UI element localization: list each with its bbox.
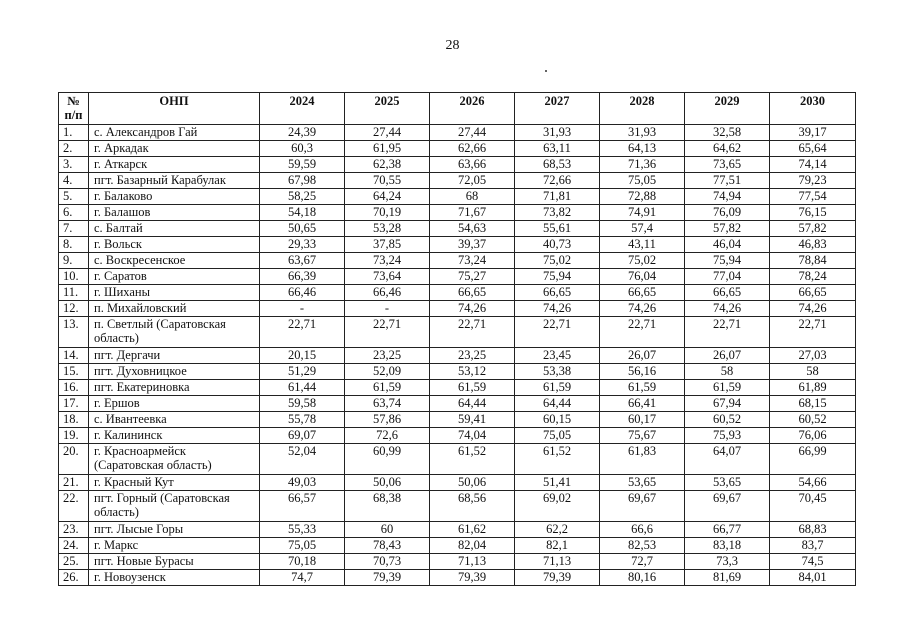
- settlement-name: г. Балашов: [89, 205, 260, 221]
- header-year: 2028: [600, 93, 685, 125]
- value-cell: 61,59: [685, 380, 770, 396]
- value-cell: 50,65: [260, 221, 345, 237]
- value-cell: 62,66: [430, 141, 515, 157]
- value-cell: 20,15: [260, 348, 345, 364]
- row-number: 2.: [59, 141, 89, 157]
- settlement-name: г. Вольск: [89, 237, 260, 253]
- value-cell: 55,78: [260, 412, 345, 428]
- value-cell: 32,58: [685, 125, 770, 141]
- value-cell: 77,51: [685, 173, 770, 189]
- table-row: [59, 301, 856, 317]
- value-cell: 57,86: [345, 412, 430, 428]
- row-number: 13.: [59, 317, 89, 348]
- value-cell: 66,65: [770, 285, 856, 301]
- value-cell: 23,25: [430, 348, 515, 364]
- value-cell: 66,57: [260, 491, 345, 522]
- value-cell: 23,45: [515, 348, 600, 364]
- value-cell: 61,62: [430, 522, 515, 538]
- table-row: [59, 554, 856, 570]
- value-cell: 77,04: [685, 269, 770, 285]
- value-cell: 59,58: [260, 396, 345, 412]
- table-row: [59, 538, 856, 554]
- value-cell: 64,62: [685, 141, 770, 157]
- value-cell: 75,94: [685, 253, 770, 269]
- value-cell: 75,05: [260, 538, 345, 554]
- value-cell: 24,39: [260, 125, 345, 141]
- value-cell: 46,83: [770, 237, 856, 253]
- value-cell: 22,71: [600, 317, 685, 348]
- value-cell: 55,33: [260, 522, 345, 538]
- value-cell: 62,38: [345, 157, 430, 173]
- value-cell: 53,38: [515, 364, 600, 380]
- value-cell: 72,6: [345, 428, 430, 444]
- row-number: 14.: [59, 348, 89, 364]
- value-cell: 74,14: [770, 157, 856, 173]
- value-cell: 76,04: [600, 269, 685, 285]
- value-cell: 63,67: [260, 253, 345, 269]
- row-number: 24.: [59, 538, 89, 554]
- row-number: 9.: [59, 253, 89, 269]
- header-num: № п/п: [59, 93, 89, 125]
- value-cell: 68: [430, 189, 515, 205]
- value-cell: 68,83: [770, 522, 856, 538]
- value-cell: 58,25: [260, 189, 345, 205]
- value-cell: 68,53: [515, 157, 600, 173]
- header-year: 2030: [770, 93, 856, 125]
- row-number: 12.: [59, 301, 89, 317]
- value-cell: 57,4: [600, 221, 685, 237]
- value-cell: 49,03: [260, 475, 345, 491]
- table-row: [59, 444, 856, 475]
- value-cell: 66,46: [345, 285, 430, 301]
- table-row: [59, 205, 856, 221]
- value-cell: 52,09: [345, 364, 430, 380]
- value-cell: 73,3: [685, 554, 770, 570]
- table-row: [59, 348, 856, 364]
- value-cell: 69,67: [600, 491, 685, 522]
- value-cell: 71,13: [430, 554, 515, 570]
- value-cell: 74,26: [685, 301, 770, 317]
- value-cell: 63,74: [345, 396, 430, 412]
- row-number: 22.: [59, 491, 89, 522]
- value-cell: 53,28: [345, 221, 430, 237]
- value-cell: 72,7: [600, 554, 685, 570]
- table-row: [59, 189, 856, 205]
- row-number: 11.: [59, 285, 89, 301]
- value-cell: 51,41: [515, 475, 600, 491]
- value-cell: 59,59: [260, 157, 345, 173]
- value-cell: 61,52: [430, 444, 515, 475]
- value-cell: 65,64: [770, 141, 856, 157]
- value-cell: 66,65: [430, 285, 515, 301]
- settlement-name: с. Воскресенское: [89, 253, 260, 269]
- value-cell: 61,52: [515, 444, 600, 475]
- value-cell: 29,33: [260, 237, 345, 253]
- value-cell: 72,88: [600, 189, 685, 205]
- value-cell: 74,26: [515, 301, 600, 317]
- value-cell: 68,38: [345, 491, 430, 522]
- value-cell: 61,59: [600, 380, 685, 396]
- row-number: 1.: [59, 125, 89, 141]
- value-cell: 27,44: [345, 125, 430, 141]
- value-cell: 66,46: [260, 285, 345, 301]
- value-cell: 82,53: [600, 538, 685, 554]
- value-cell: 67,98: [260, 173, 345, 189]
- value-cell: 69,67: [685, 491, 770, 522]
- value-cell: 75,93: [685, 428, 770, 444]
- settlement-name: пгт. Екатериновка: [89, 380, 260, 396]
- value-cell: 53,65: [600, 475, 685, 491]
- table-body: [59, 125, 856, 586]
- settlement-name: г. Саратов: [89, 269, 260, 285]
- value-cell: 26,07: [685, 348, 770, 364]
- value-cell: 64,44: [430, 396, 515, 412]
- header-year: 2029: [685, 93, 770, 125]
- value-cell: 46,04: [685, 237, 770, 253]
- settlement-name: с. Александров Гай: [89, 125, 260, 141]
- value-cell: 50,06: [345, 475, 430, 491]
- header-row: [59, 93, 856, 125]
- table-row: [59, 475, 856, 491]
- settlement-name: с. Ивантеевка: [89, 412, 260, 428]
- value-cell: 56,16: [600, 364, 685, 380]
- table-row: [59, 570, 856, 586]
- value-cell: 66,39: [260, 269, 345, 285]
- value-cell: 52,04: [260, 444, 345, 475]
- value-cell: 78,24: [770, 269, 856, 285]
- row-number: 8.: [59, 237, 89, 253]
- value-cell: 69,02: [515, 491, 600, 522]
- value-cell: 75,05: [600, 173, 685, 189]
- row-number: 3.: [59, 157, 89, 173]
- data-table: [58, 92, 856, 586]
- value-cell: 73,64: [345, 269, 430, 285]
- value-cell: 78,43: [345, 538, 430, 554]
- value-cell: 66,41: [600, 396, 685, 412]
- scan-speck: [545, 70, 547, 72]
- value-cell: 66,65: [515, 285, 600, 301]
- value-cell: 22,71: [515, 317, 600, 348]
- value-cell: 81,69: [685, 570, 770, 586]
- value-cell: 22,71: [770, 317, 856, 348]
- value-cell: 60,52: [685, 412, 770, 428]
- value-cell: 70,45: [770, 491, 856, 522]
- value-cell: 60: [345, 522, 430, 538]
- table-row: [59, 380, 856, 396]
- value-cell: 53,65: [685, 475, 770, 491]
- value-cell: 57,82: [770, 221, 856, 237]
- value-cell: 73,82: [515, 205, 600, 221]
- value-cell: -: [345, 301, 430, 317]
- value-cell: 66,6: [600, 522, 685, 538]
- value-cell: 71,67: [430, 205, 515, 221]
- value-cell: 22,71: [260, 317, 345, 348]
- value-cell: 22,71: [345, 317, 430, 348]
- value-cell: 61,44: [260, 380, 345, 396]
- row-number: 19.: [59, 428, 89, 444]
- value-cell: 78,84: [770, 253, 856, 269]
- table-row: [59, 173, 856, 189]
- table-row: [59, 412, 856, 428]
- settlement-name: пгт. Духовницкое: [89, 364, 260, 380]
- value-cell: 75,05: [515, 428, 600, 444]
- table-row: [59, 491, 856, 522]
- table-row: [59, 317, 856, 348]
- value-cell: 66,77: [685, 522, 770, 538]
- value-cell: 63,11: [515, 141, 600, 157]
- row-number: 20.: [59, 444, 89, 475]
- table-row: [59, 237, 856, 253]
- row-number: 10.: [59, 269, 89, 285]
- settlement-name: г. Шиханы: [89, 285, 260, 301]
- header-year: 2026: [430, 93, 515, 125]
- value-cell: 70,73: [345, 554, 430, 570]
- value-cell: 75,02: [515, 253, 600, 269]
- value-cell: 74,7: [260, 570, 345, 586]
- value-cell: 79,39: [430, 570, 515, 586]
- value-cell: 54,63: [430, 221, 515, 237]
- value-cell: 57,82: [685, 221, 770, 237]
- value-cell: 76,15: [770, 205, 856, 221]
- row-number: 15.: [59, 364, 89, 380]
- settlement-name: г. Маркс: [89, 538, 260, 554]
- table-row: [59, 522, 856, 538]
- row-number: 6.: [59, 205, 89, 221]
- value-cell: 74,5: [770, 554, 856, 570]
- row-number: 25.: [59, 554, 89, 570]
- header-name: ОНП: [89, 93, 260, 125]
- table-row: [59, 364, 856, 380]
- value-cell: 61,83: [600, 444, 685, 475]
- value-cell: 23,25: [345, 348, 430, 364]
- value-cell: 27,03: [770, 348, 856, 364]
- settlement-name: г. Красноармейск (Саратовская область): [89, 444, 260, 475]
- value-cell: 22,71: [685, 317, 770, 348]
- row-number: 18.: [59, 412, 89, 428]
- settlement-name: г. Балаково: [89, 189, 260, 205]
- settlement-name: п. Светлый (Саратовская область): [89, 317, 260, 348]
- value-cell: 60,99: [345, 444, 430, 475]
- row-number: 5.: [59, 189, 89, 205]
- value-cell: 51,29: [260, 364, 345, 380]
- value-cell: 61,59: [430, 380, 515, 396]
- value-cell: 61,59: [515, 380, 600, 396]
- value-cell: 64,07: [685, 444, 770, 475]
- value-cell: 75,67: [600, 428, 685, 444]
- value-cell: 60,52: [770, 412, 856, 428]
- table-row: [59, 285, 856, 301]
- value-cell: 74,26: [770, 301, 856, 317]
- value-cell: 58: [685, 364, 770, 380]
- value-cell: 79,39: [345, 570, 430, 586]
- value-cell: 54,18: [260, 205, 345, 221]
- value-cell: 71,13: [515, 554, 600, 570]
- value-cell: 31,93: [515, 125, 600, 141]
- value-cell: 60,3: [260, 141, 345, 157]
- value-cell: 73,24: [430, 253, 515, 269]
- value-cell: 75,94: [515, 269, 600, 285]
- row-number: 21.: [59, 475, 89, 491]
- table-row: [59, 428, 856, 444]
- value-cell: 68,56: [430, 491, 515, 522]
- value-cell: 72,05: [430, 173, 515, 189]
- value-cell: 31,93: [600, 125, 685, 141]
- settlement-name: с. Балтай: [89, 221, 260, 237]
- value-cell: -: [260, 301, 345, 317]
- value-cell: 60,17: [600, 412, 685, 428]
- value-cell: 64,44: [515, 396, 600, 412]
- value-cell: 72,66: [515, 173, 600, 189]
- value-cell: 58: [770, 364, 856, 380]
- value-cell: 71,81: [515, 189, 600, 205]
- value-cell: 62,2: [515, 522, 600, 538]
- table-row: [59, 125, 856, 141]
- row-number: 16.: [59, 380, 89, 396]
- value-cell: 70,19: [345, 205, 430, 221]
- value-cell: 82,1: [515, 538, 600, 554]
- row-number: 7.: [59, 221, 89, 237]
- value-cell: 27,44: [430, 125, 515, 141]
- value-cell: 55,61: [515, 221, 600, 237]
- value-cell: 74,04: [430, 428, 515, 444]
- settlement-name: пгт. Лысые Горы: [89, 522, 260, 538]
- value-cell: 37,85: [345, 237, 430, 253]
- value-cell: 64,13: [600, 141, 685, 157]
- value-cell: 60,15: [515, 412, 600, 428]
- value-cell: 54,66: [770, 475, 856, 491]
- value-cell: 68,15: [770, 396, 856, 412]
- row-number: 4.: [59, 173, 89, 189]
- value-cell: 43,11: [600, 237, 685, 253]
- settlement-name: пгт. Горный (Саратовская область): [89, 491, 260, 522]
- value-cell: 76,09: [685, 205, 770, 221]
- value-cell: 83,18: [685, 538, 770, 554]
- table-row: [59, 253, 856, 269]
- settlement-name: пгт. Дергачи: [89, 348, 260, 364]
- value-cell: 82,04: [430, 538, 515, 554]
- settlement-name: пгт. Базарный Карабулак: [89, 173, 260, 189]
- value-cell: 73,65: [685, 157, 770, 173]
- table-row: [59, 221, 856, 237]
- value-cell: 39,17: [770, 125, 856, 141]
- header-year: 2027: [515, 93, 600, 125]
- value-cell: 80,16: [600, 570, 685, 586]
- value-cell: 74,26: [430, 301, 515, 317]
- settlement-name: г. Аркадак: [89, 141, 260, 157]
- value-cell: 40,73: [515, 237, 600, 253]
- value-cell: 79,23: [770, 173, 856, 189]
- value-cell: 84,01: [770, 570, 856, 586]
- settlement-name: г. Новоузенск: [89, 570, 260, 586]
- table-row: [59, 396, 856, 412]
- value-cell: 71,36: [600, 157, 685, 173]
- value-cell: 75,27: [430, 269, 515, 285]
- value-cell: 77,54: [770, 189, 856, 205]
- value-cell: 67,94: [685, 396, 770, 412]
- settlement-name: г. Ершов: [89, 396, 260, 412]
- value-cell: 73,24: [345, 253, 430, 269]
- settlement-name: г. Аткарск: [89, 157, 260, 173]
- value-cell: 74,26: [600, 301, 685, 317]
- value-cell: 61,59: [345, 380, 430, 396]
- table-row: [59, 157, 856, 173]
- value-cell: 66,65: [600, 285, 685, 301]
- settlement-name: пгт. Новые Бурасы: [89, 554, 260, 570]
- value-cell: 66,65: [685, 285, 770, 301]
- value-cell: 61,95: [345, 141, 430, 157]
- value-cell: 70,18: [260, 554, 345, 570]
- value-cell: 26,07: [600, 348, 685, 364]
- settlement-name: г. Красный Кут: [89, 475, 260, 491]
- settlement-name: г. Калининск: [89, 428, 260, 444]
- value-cell: 61,89: [770, 380, 856, 396]
- value-cell: 74,94: [685, 189, 770, 205]
- row-number: 26.: [59, 570, 89, 586]
- row-number: 23.: [59, 522, 89, 538]
- value-cell: 79,39: [515, 570, 600, 586]
- value-cell: 50,06: [430, 475, 515, 491]
- value-cell: 76,06: [770, 428, 856, 444]
- value-cell: 59,41: [430, 412, 515, 428]
- table-row: [59, 141, 856, 157]
- value-cell: 22,71: [430, 317, 515, 348]
- page-number: 28: [445, 38, 460, 53]
- value-cell: 39,37: [430, 237, 515, 253]
- value-cell: 74,91: [600, 205, 685, 221]
- header-year: 2024: [260, 93, 345, 125]
- row-number: 17.: [59, 396, 89, 412]
- value-cell: 64,24: [345, 189, 430, 205]
- settlement-name: п. Михайловский: [89, 301, 260, 317]
- value-cell: 66,99: [770, 444, 856, 475]
- value-cell: 53,12: [430, 364, 515, 380]
- value-cell: 75,02: [600, 253, 685, 269]
- value-cell: 83,7: [770, 538, 856, 554]
- header-year: 2025: [345, 93, 430, 125]
- table-row: [59, 269, 856, 285]
- value-cell: 69,07: [260, 428, 345, 444]
- value-cell: 70,55: [345, 173, 430, 189]
- value-cell: 63,66: [430, 157, 515, 173]
